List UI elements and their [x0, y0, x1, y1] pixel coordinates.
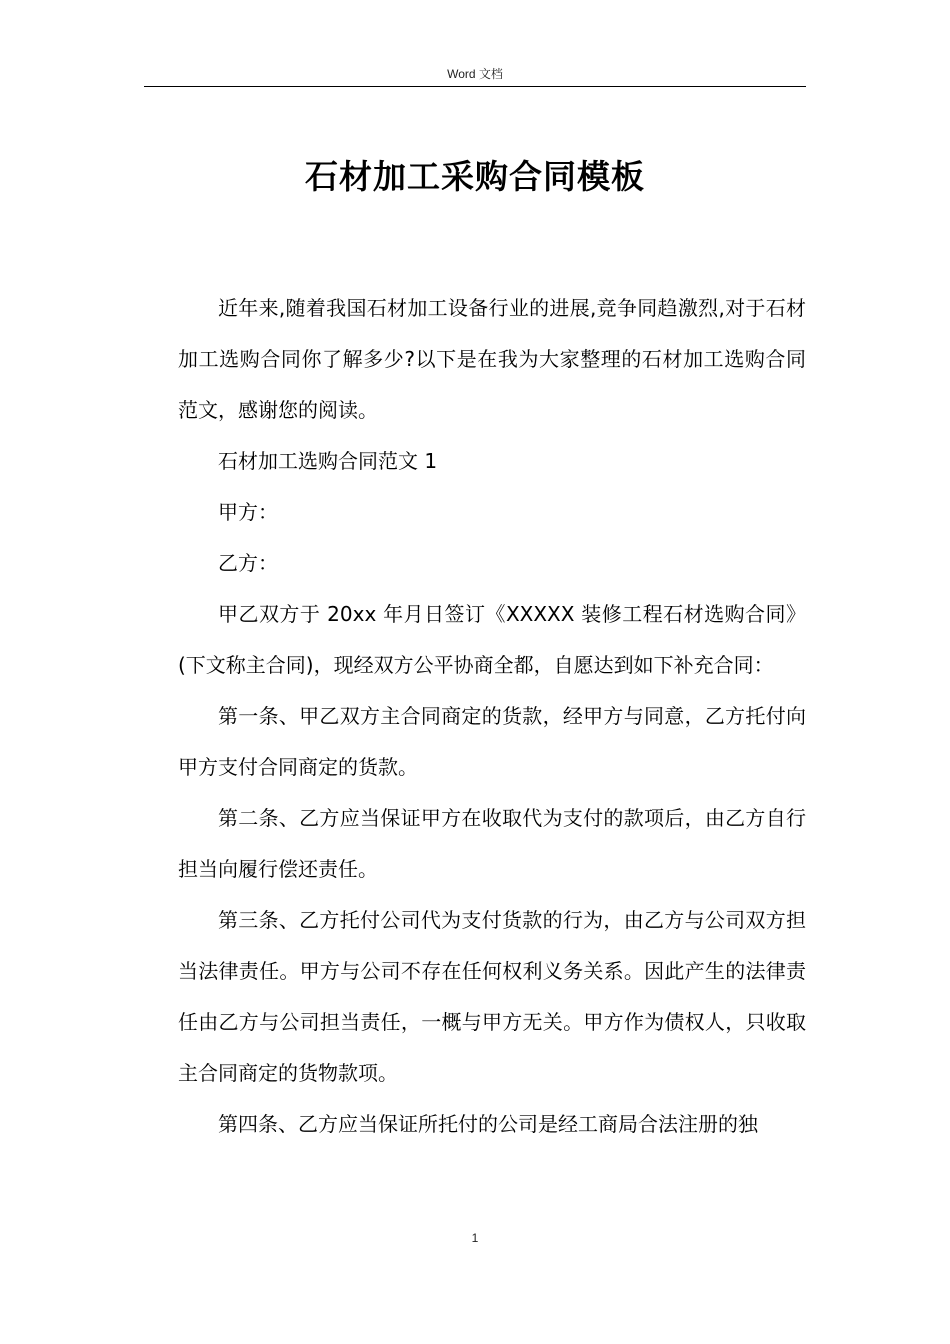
paragraph-preamble: 甲乙双方于 20xx 年月日签订《XXXXX 装修工程石材选购合同》(下文称主合同)，现经双方公平协商全都，自愿达到如下补充合同：: [178, 602, 806, 677]
paragraph-party-b: 乙方：: [218, 551, 278, 575]
paragraph-intro: 近年来,随着我国石材加工设备行业的进展,竞争同趋激烈,对于石材加工选购合同你了解多少?以下是在我为大家整理的石材加工选购合同范文，感谢您的阅读。: [178, 296, 806, 422]
document-title: 石材加工采购合同模板: [305, 157, 645, 196]
paragraph-article-3: 第三条、乙方托付公司代为支付货款的行为，由乙方与公司双方担当法律责任。甲方与公司不存在任何权利义务关系。因此产生的法律责任由乙方与公司担当责任，一概与甲方无关。甲方作为债权人，只收取主合同商定的货物款项。: [178, 908, 806, 1085]
page-header: Word 文档: [447, 67, 503, 81]
paragraph-sample-heading: 石材加工选购合同范文 1: [218, 449, 438, 473]
page-number: 1: [471, 1231, 479, 1245]
paragraph-party-a: 甲方：: [218, 500, 278, 524]
header-divider: [144, 86, 806, 87]
paragraph-article-2: 第二条、乙方应当保证甲方在收取代为支付的款项后，由乙方自行担当向履行偿还责任。: [178, 806, 806, 881]
document-body: [178, 283, 806, 1150]
paragraph-article-4: 第四条、乙方应当保证所托付的公司是经工商局合法注册的独: [218, 1112, 758, 1136]
paragraph-article-1: 第一条、甲乙双方主合同商定的货款，经甲方与同意，乙方托付向甲方支付合同商定的货款。: [178, 704, 806, 779]
